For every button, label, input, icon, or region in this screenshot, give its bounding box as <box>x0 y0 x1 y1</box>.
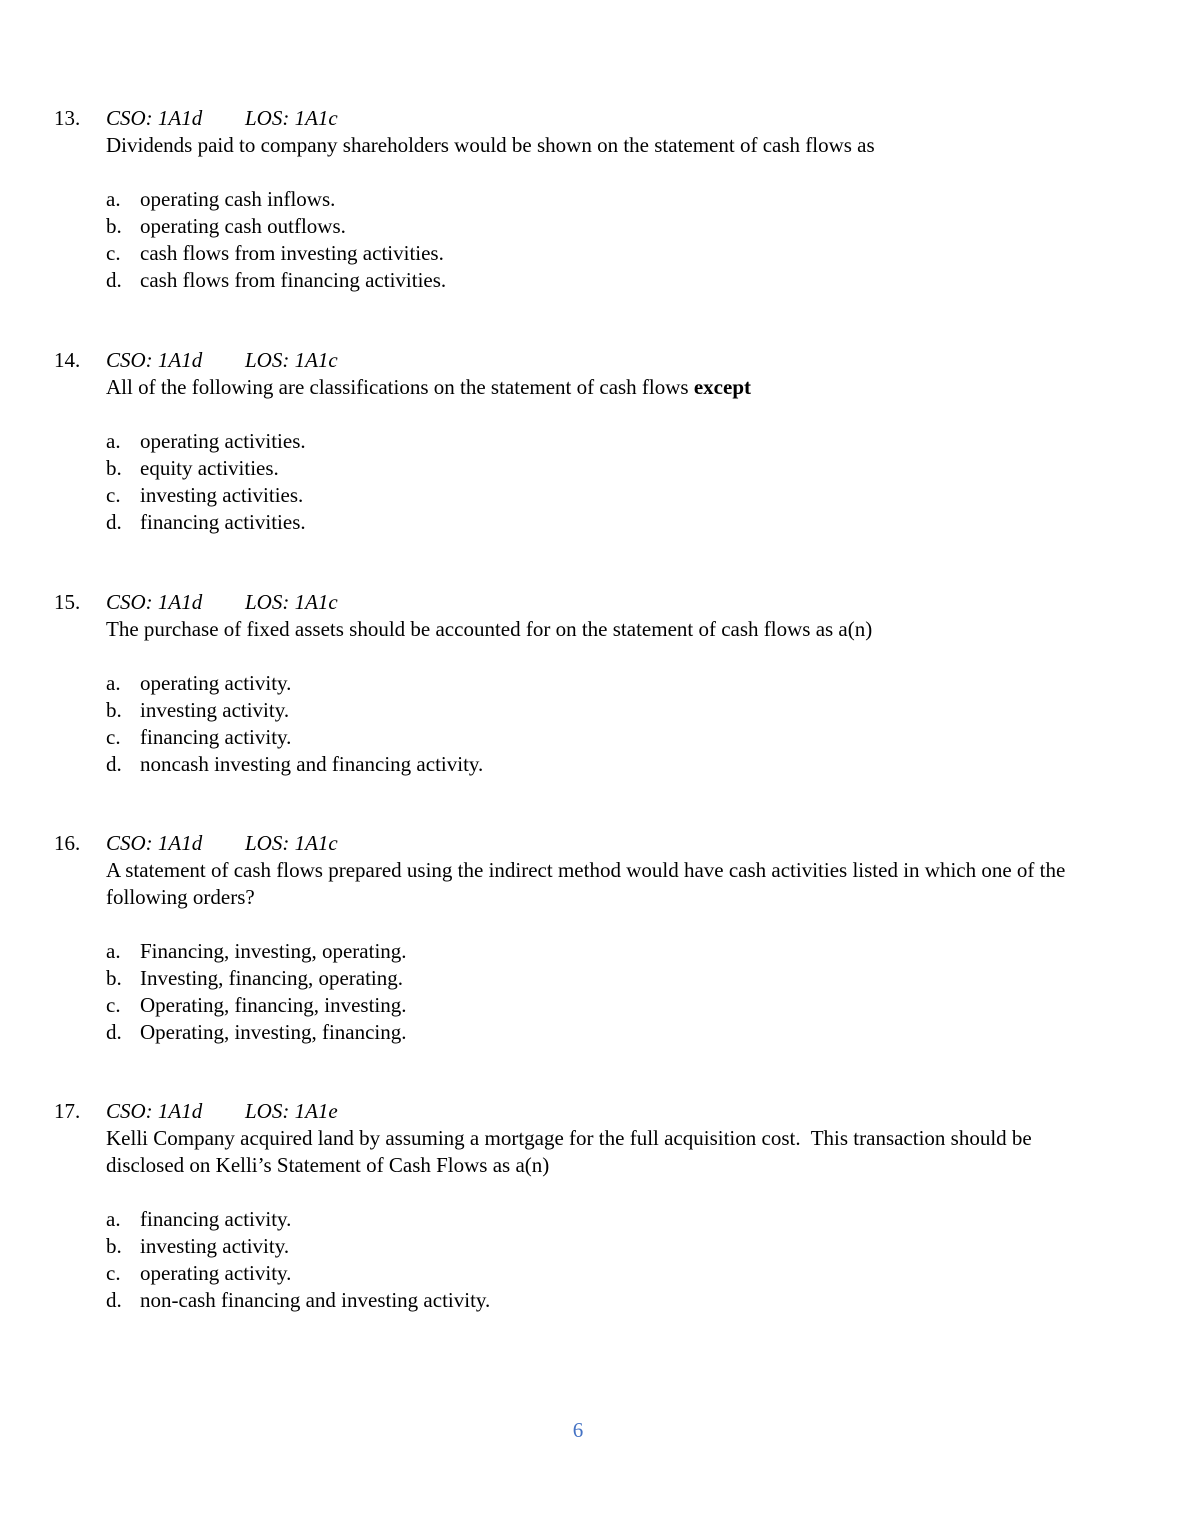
option-letter: c. <box>106 241 121 265</box>
option-letter: a. <box>106 1207 121 1231</box>
question-header <box>54 347 1134 374</box>
option-text: cash flows from investing activities. <box>140 241 444 265</box>
question-header <box>54 589 1134 616</box>
question-number: 13. <box>54 106 81 130</box>
answer-option-b <box>106 965 1134 992</box>
question-stem-text: A statement of cash flows prepared using the indirect method would have cash activities listed in which one of the following orders? <box>106 858 1066 909</box>
answer-option-d <box>106 1019 1134 1046</box>
question-number: 14. <box>54 348 81 372</box>
answer-option-b <box>106 697 1134 724</box>
los-code: LOS: 1A1c <box>245 831 338 855</box>
answer-option-b <box>106 1233 1134 1260</box>
question-stem-text: All of the following are classifications on the statement of cash flows <box>106 375 694 399</box>
option-letter: d. <box>106 1020 122 1044</box>
answer-option-a <box>106 186 1134 213</box>
los-code: LOS: 1A1c <box>245 590 338 614</box>
question-14 <box>54 347 1134 536</box>
answer-option-c <box>106 724 1134 751</box>
option-text: operating activity. <box>140 671 292 695</box>
answer-options <box>106 670 1134 778</box>
option-text: financing activity. <box>140 1207 292 1231</box>
question-number: 15. <box>54 590 81 614</box>
answer-options <box>106 428 1134 536</box>
question-13 <box>54 105 1134 294</box>
answer-option-c <box>106 992 1134 1019</box>
option-letter: a. <box>106 939 121 963</box>
cso-code: CSO: 1A1d <box>106 1099 203 1123</box>
los-code: LOS: 1A1e <box>245 1099 338 1123</box>
option-letter: b. <box>106 698 122 722</box>
answer-option-d <box>106 267 1134 294</box>
option-text: Financing, investing, operating. <box>140 939 407 963</box>
question-stem <box>106 857 1066 911</box>
answer-option-a <box>106 938 1134 965</box>
cso-code: CSO: 1A1d <box>106 590 203 614</box>
answer-option-b <box>106 455 1134 482</box>
question-number: 17. <box>54 1099 81 1123</box>
option-letter: d. <box>106 510 122 534</box>
option-text: investing activity. <box>140 1234 290 1258</box>
option-text: Operating, investing, financing. <box>140 1020 407 1044</box>
question-stem-text: Kelli Company acquired land by assuming a mortgage for the full acquisition cost. This transaction should be disclosed on Kelli’s Statement of Cash Flows as a(n) <box>106 1126 1038 1177</box>
option-text: equity activities. <box>140 456 279 480</box>
option-letter: c. <box>106 993 121 1017</box>
question-stem <box>106 374 1066 401</box>
los-code: LOS: 1A1c <box>245 106 338 130</box>
option-text: operating activities. <box>140 429 306 453</box>
answer-option-a <box>106 1206 1134 1233</box>
option-text: investing activities. <box>140 483 304 507</box>
question-stem-text: The purchase of fixed assets should be accounted for on the statement of cash flows as a(n) <box>106 617 873 641</box>
answer-option-b <box>106 213 1134 240</box>
option-text: Investing, financing, operating. <box>140 966 404 990</box>
option-letter: b. <box>106 214 122 238</box>
question-header <box>54 1098 1134 1125</box>
question-stem-text: Dividends paid to company shareholders would be shown on the statement of cash flows as <box>106 133 875 157</box>
question-17 <box>54 1098 1134 1314</box>
option-text: noncash investing and financing activity. <box>140 752 484 776</box>
option-text: operating cash inflows. <box>140 187 336 211</box>
option-text: operating activity. <box>140 1261 292 1285</box>
option-text: financing activity. <box>140 725 292 749</box>
option-text: operating cash outflows. <box>140 214 346 238</box>
option-text: Operating, financing, investing. <box>140 993 407 1017</box>
question-header <box>54 105 1134 132</box>
answer-options <box>106 938 1134 1046</box>
question-stem-emphasis: except <box>693 375 751 399</box>
cso-code: CSO: 1A1d <box>106 348 203 372</box>
cso-code: CSO: 1A1d <box>106 106 203 130</box>
answer-option-d <box>106 751 1134 778</box>
answer-options <box>106 186 1134 294</box>
question-stem <box>106 1125 1066 1179</box>
question-number: 16. <box>54 831 81 855</box>
option-letter: d. <box>106 752 122 776</box>
option-letter: d. <box>106 1288 122 1312</box>
question-stem <box>106 132 1066 159</box>
page-number: 6 <box>572 1418 584 1442</box>
answer-option-c <box>106 1260 1134 1287</box>
option-text: financing activities. <box>140 510 306 534</box>
los-code: LOS: 1A1c <box>245 348 338 372</box>
answer-option-d <box>106 509 1134 536</box>
option-letter: a. <box>106 671 121 695</box>
question-15 <box>54 589 1134 778</box>
option-letter: a. <box>106 429 121 453</box>
option-letter: d. <box>106 268 122 292</box>
option-text: investing activity. <box>140 698 290 722</box>
option-letter: b. <box>106 456 122 480</box>
answer-option-c <box>106 482 1134 509</box>
question-stem <box>106 616 1066 643</box>
answer-option-a <box>106 670 1134 697</box>
option-letter: b. <box>106 966 122 990</box>
option-letter: b. <box>106 1234 122 1258</box>
option-letter: c. <box>106 483 121 507</box>
answer-option-a <box>106 428 1134 455</box>
option-letter: c. <box>106 1261 121 1285</box>
option-letter: a. <box>106 187 121 211</box>
option-text: cash flows from financing activities. <box>140 268 447 292</box>
answer-option-d <box>106 1287 1134 1314</box>
answer-option-c <box>106 240 1134 267</box>
cso-code: CSO: 1A1d <box>106 831 203 855</box>
question-header <box>54 830 1134 857</box>
answer-options <box>106 1206 1134 1314</box>
option-text: non-cash financing and investing activity. <box>140 1288 491 1312</box>
option-letter: c. <box>106 725 121 749</box>
question-16 <box>54 830 1134 1046</box>
